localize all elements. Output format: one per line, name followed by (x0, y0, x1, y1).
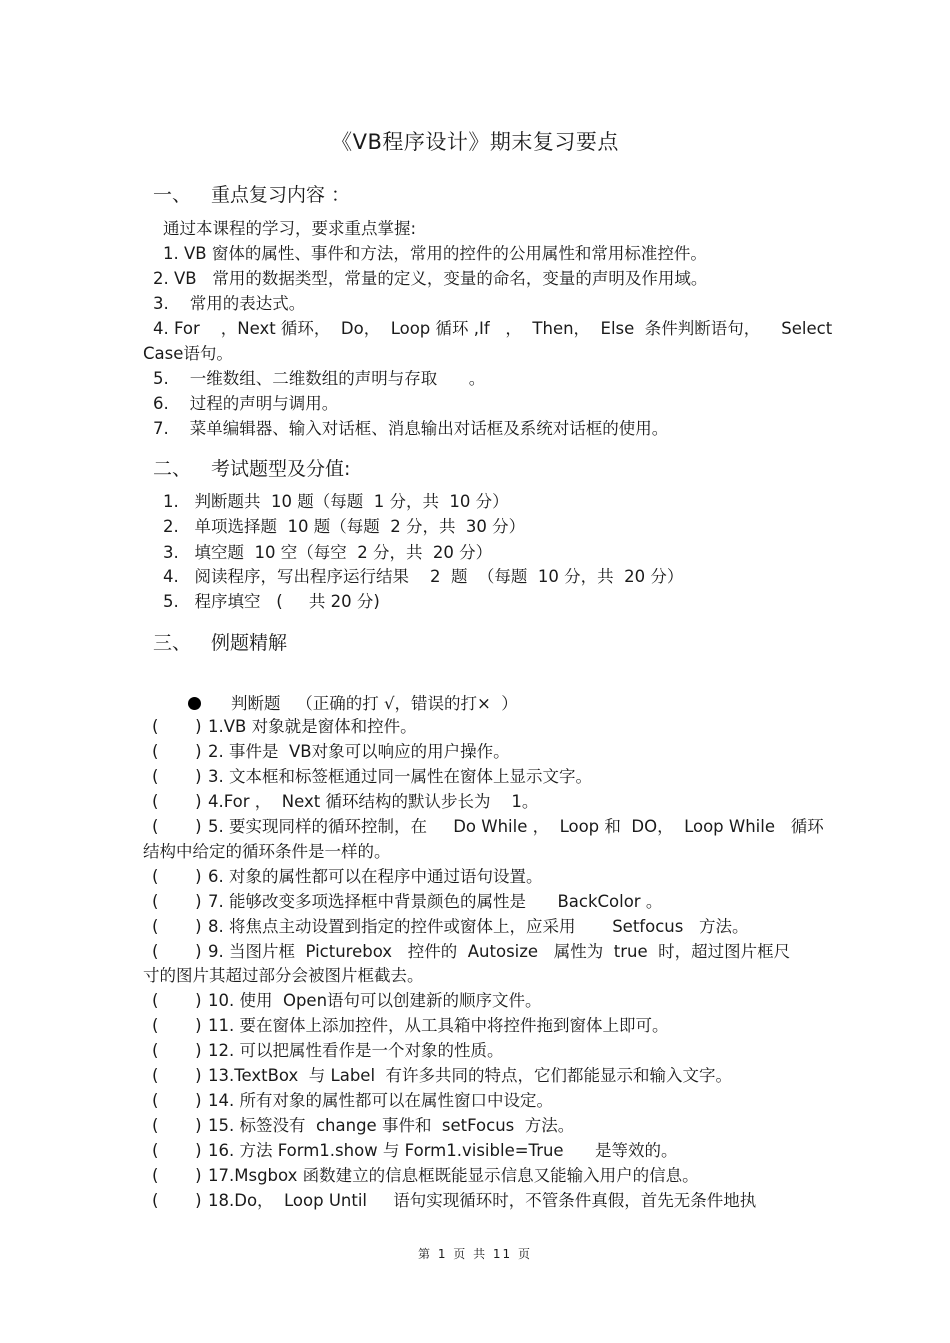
question-17 (152, 1166, 699, 1186)
answer-blank: ( ) (152, 892, 202, 911)
answer-blank: ( ) (152, 792, 202, 811)
question-text: 5. 要实现同样的循环控制，在 Do While ， Loop 和 DO， Loop While 循环 (208, 817, 824, 836)
question-14 (152, 1091, 553, 1111)
question-5-cont: 结构中给定的循环条件是一样的。 (143, 842, 391, 861)
answer-blank: ( ) (152, 767, 202, 786)
answer-blank: ( ) (152, 942, 202, 961)
exam-item-1: 1. 判断题共 10 题（每题 1 分，共 10 分） (163, 492, 509, 511)
section-heading-1 (153, 180, 350, 207)
question-9-cont: 寸的图片其超过部分会被图片框截去。 (143, 966, 424, 985)
question-text: 8. 将焦点主动设置到指定的控件或窗体上，应采用 Setfocus 方法。 (208, 917, 749, 936)
question-7 (152, 892, 662, 912)
question-text: 9. 当图片框 Picturebox 控件的 Autosize 属性为 true 时，超过图片框尺 (208, 942, 791, 961)
answer-blank: ( ) (152, 1191, 202, 1210)
question-text: 10. 使用 Open语句可以创建新的顺序文件。 (208, 991, 542, 1010)
section-label: 重点复习内容 ： (211, 184, 351, 206)
exam-item-4: 4. 阅读程序，写出程序运行结果 2 题 （每题 10 分，共 20 分） (163, 567, 684, 586)
question-text: 18.Do， Loop Until 语句实现循环时，不管条件真假，首先无条件地执 (208, 1191, 757, 1210)
answer-blank: ( ) (152, 1166, 202, 1185)
section-label: 考试题型及分值: (211, 458, 351, 480)
bullet-icon (188, 697, 201, 710)
judge-heading (188, 690, 518, 714)
section-label: 例题精解 (211, 632, 288, 654)
question-3 (152, 767, 592, 787)
question-text: 7. 能够改变多项选择框中背景颜色的属性是 BackColor 。 (208, 892, 663, 911)
exam-item-3: 3. 填空题 10 空（每空 2 分，共 20 分） (163, 543, 493, 562)
question-text: 4.For ， Next 循环结构的默认步长为 1。 (208, 792, 539, 811)
answer-blank: ( ) (152, 817, 202, 836)
question-text: 11. 要在窗体上添加控件，从工具箱中将控件拖到窗体上即可。 (208, 1016, 669, 1035)
answer-blank: ( ) (152, 742, 202, 761)
question-16 (152, 1141, 678, 1161)
question-18 (152, 1191, 756, 1211)
question-text: 12. 可以把属性看作是一个对象的性质。 (208, 1041, 504, 1060)
question-text: 6. 对象的属性都可以在程序中通过语句设置。 (208, 867, 543, 886)
answer-blank: ( ) (152, 1066, 202, 1085)
question-text: 15. 标签没有 change 事件和 setFocus 方法。 (208, 1116, 575, 1135)
answer-blank: ( ) (152, 1091, 202, 1110)
question-4 (152, 792, 538, 812)
question-text: 2. 事件是 VB对象可以响应的用户操作。 (208, 742, 510, 761)
section-heading-3 (153, 628, 287, 655)
answer-blank: ( ) (152, 1141, 202, 1160)
question-text: 14. 所有对象的属性都可以在属性窗口中设定。 (208, 1091, 553, 1110)
answer-blank: ( ) (152, 1116, 202, 1135)
question-11 (152, 1016, 669, 1036)
page-title: 《VB程序设计》期末复习要点 (331, 130, 619, 154)
judge-heading-text: 判断题 （正确的打 √，错误的打× ） (231, 694, 518, 713)
point-5: 5. 一维数组、二维数组的声明与存取 。 (153, 369, 486, 388)
question-9 (152, 942, 790, 962)
point-6: 6. 过程的声明与调用。 (153, 394, 339, 413)
point-2: 2. VB 常用的数据类型，常量的定义，变量的命名，变量的声明及作用域。 (153, 269, 708, 288)
section-number: 一、 (153, 184, 192, 206)
question-text: 16. 方法 Form1.show 与 Form1.visible=True 是等效的。 (208, 1141, 678, 1160)
point-4-cont: Case语句。 (143, 344, 233, 363)
point-4: 4. For ，Next 循环， Do， Loop 循环 ,If ， Then， Else 条件判断语句， Select (153, 319, 833, 338)
question-5 (152, 817, 824, 837)
question-text: 1.VB 对象就是窗体和控件。 (208, 717, 417, 736)
question-10 (152, 991, 542, 1011)
question-15 (152, 1116, 574, 1136)
question-text: 17.Msgbox 函数建立的信息框既能显示信息又能输入用户的信息。 (208, 1166, 699, 1185)
point-1: 1. VB 窗体的属性、事件和方法，常用的控件的公用属性和常用标准控件。 (163, 244, 707, 263)
section-number: 二、 (153, 458, 192, 480)
point-3: 3. 常用的表达式。 (153, 294, 306, 313)
answer-blank: ( ) (152, 1041, 202, 1060)
question-8 (152, 917, 749, 937)
question-text: 3. 文本框和标签框通过同一属性在窗体上显示文字。 (208, 767, 592, 786)
question-1 (152, 717, 417, 737)
question-2 (152, 742, 510, 762)
answer-blank: ( ) (152, 867, 202, 886)
answer-blank: ( ) (152, 717, 202, 736)
intro-text: 通过本课程的学习，要求重点掌握: (163, 219, 417, 238)
page-footer: 第 1 页 共 11 页 (418, 1247, 532, 1261)
section-number: 三、 (153, 632, 192, 654)
point-7: 7. 菜单编辑器、输入对话框、消息输出对话框及系统对话框的使用。 (153, 419, 669, 438)
question-text: 13.TextBox 与 Label 有许多共同的特点，它们都能显示和输入文字。 (208, 1066, 733, 1085)
answer-blank: ( ) (152, 1016, 202, 1035)
question-12 (152, 1041, 504, 1061)
exam-item-5: 5. 程序填空 ( 共 20 分) (163, 592, 380, 611)
exam-item-2: 2. 单项选择题 10 题（每题 2 分，共 30 分） (163, 517, 526, 536)
section-heading-2 (153, 454, 350, 481)
answer-blank: ( ) (152, 991, 202, 1010)
answer-blank: ( ) (152, 917, 202, 936)
question-13 (152, 1066, 732, 1086)
question-6 (152, 867, 543, 887)
